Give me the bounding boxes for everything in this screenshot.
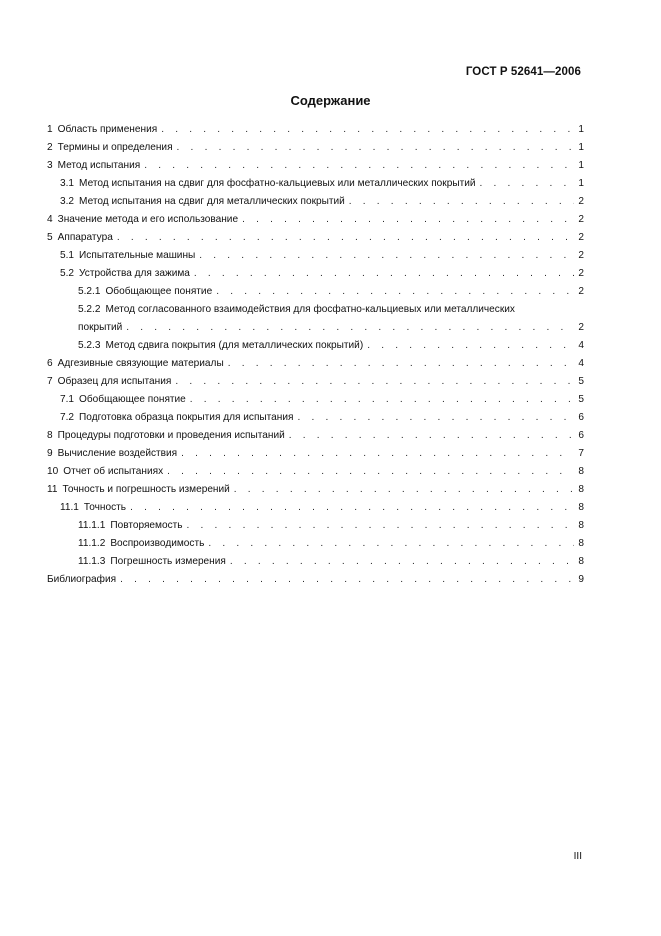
toc-entry-label: Библиография: [47, 574, 117, 585]
table-of-contents: [47, 121, 584, 589]
toc-entry[interactable]: [47, 193, 584, 211]
toc-entry[interactable]: [47, 175, 584, 193]
toc-entry-page: 4: [578, 358, 584, 369]
toc-leader-dots: [289, 427, 574, 445]
toc-entry[interactable]: [47, 553, 584, 571]
toc-leader-dots: [230, 553, 574, 571]
toc-entry-label: Область применения: [57, 124, 158, 135]
toc-entry-number: 1: [47, 124, 53, 135]
toc-entry-label: Метод сдвига покрытия (для металлических покрытий): [105, 340, 364, 351]
toc-entry-page: 2: [578, 232, 584, 243]
toc-leader-dots: [167, 463, 574, 481]
toc-entry[interactable]: [47, 571, 584, 589]
toc-entry-page: 1: [578, 160, 584, 171]
toc-leader-dots: [144, 157, 574, 175]
toc-leader-dots: [130, 499, 574, 517]
toc-entry[interactable]: [47, 283, 584, 301]
toc-entry-number: 11.1.3: [78, 556, 106, 567]
toc-entry-label: Значение метода и его использование: [57, 214, 239, 225]
toc-entry-number: 8: [47, 430, 53, 441]
toc-entry-number: 2: [47, 142, 53, 153]
toc-entry-page: 1: [578, 178, 584, 189]
toc-entry[interactable]: [47, 463, 584, 481]
toc-entry-number: 3.2: [60, 196, 75, 207]
toc-entry-page: 1: [578, 124, 584, 135]
toc-entry[interactable]: [47, 211, 584, 229]
toc-leader-dots: [199, 247, 574, 265]
toc-entry-page: 5: [578, 376, 584, 387]
toc-entry-label: Отчет об испытаниях: [63, 466, 164, 477]
toc-entry[interactable]: [47, 409, 584, 427]
toc-entry-page: 1: [578, 142, 584, 153]
toc-entry[interactable]: [47, 481, 584, 499]
toc-entry-page: 2: [578, 196, 584, 207]
toc-entry-number: 6: [47, 358, 53, 369]
toc-entry[interactable]: [47, 337, 584, 355]
toc-entry-page: 8: [578, 502, 584, 513]
toc-entry-page: 2: [578, 268, 584, 279]
toc-leader-dots: [297, 409, 574, 427]
toc-leader-dots: [216, 283, 574, 301]
toc-entry-page: 5: [578, 394, 584, 405]
toc-leader-dots: [349, 193, 574, 211]
toc-entry[interactable]: [47, 247, 584, 265]
toc-entry-label: Метод согласованного взаимодействия для фосфатно-кальциевых или металлических: [105, 304, 515, 315]
toc-entry-number: 9: [47, 448, 53, 459]
toc-entry-label: Метод испытания: [57, 160, 141, 171]
toc-leader-dots: [234, 481, 574, 499]
toc-entry-label: Точность: [83, 502, 127, 513]
toc-entry-page: 2: [578, 250, 584, 261]
toc-entry-number: 5: [47, 232, 53, 243]
toc-entry-label: Вычисление воздействия: [57, 448, 178, 459]
toc-entry-page: 6: [578, 412, 584, 423]
toc-entry[interactable]: [47, 229, 584, 247]
toc-entry-number: 7.2: [60, 412, 75, 423]
toc-entry-number: 3.1: [60, 178, 75, 189]
toc-leader-dots: [175, 373, 574, 391]
toc-leader-dots: [194, 265, 574, 283]
toc-entry[interactable]: [47, 157, 584, 175]
toc-entry-number: 11.1.2: [78, 538, 106, 549]
toc-entry-page: 2: [578, 214, 584, 225]
toc-entry-number: 3: [47, 160, 53, 171]
toc-leader-dots: [120, 571, 574, 589]
toc-entry[interactable]: [47, 535, 584, 553]
toc-entry[interactable]: [47, 121, 584, 139]
document-id: ГОСТ Р 52641—2006: [465, 66, 581, 78]
toc-entry-label: Устройства для зажима: [79, 268, 190, 279]
toc-entry-label-continuation: покрытий: [78, 322, 123, 333]
toc-entry-number: 5.2: [60, 268, 75, 279]
toc-entry-number: 5.2.3: [78, 340, 101, 351]
toc-leader-dots: [126, 319, 574, 337]
toc-leader-dots: [177, 139, 574, 157]
toc-entry[interactable]: [47, 355, 584, 373]
toc-entry-number: 5.1: [60, 250, 75, 261]
toc-entry[interactable]: [47, 391, 584, 409]
toc-entry-label: Точность и погрешность измерений: [62, 484, 230, 495]
toc-entry[interactable]: [47, 265, 584, 283]
toc-leader-dots: [208, 535, 574, 553]
toc-entry-number: 7.1: [60, 394, 75, 405]
toc-entry-page: 6: [578, 430, 584, 441]
toc-entry-label: Метод испытания на сдвиг для металлических покрытий: [79, 196, 345, 207]
toc-entry-label: Метод испытания на сдвиг для фосфатно-кальциевых или металлических покрытий: [79, 178, 476, 189]
toc-entry-page: 8: [578, 466, 584, 477]
toc-entry-page: 8: [578, 484, 584, 495]
toc-entry-number: 5.2.2: [78, 304, 101, 315]
toc-entry-page: 7: [578, 448, 584, 459]
toc-entry-number: 11.1: [60, 502, 79, 513]
toc-entry-number: 5.2.1: [78, 286, 101, 297]
toc-entry-page: 9: [578, 574, 584, 585]
toc-leader-dots: [187, 517, 574, 535]
toc-entry[interactable]: [47, 445, 584, 463]
toc-entry-number: 4: [47, 214, 53, 225]
toc-leader-dots: [190, 391, 574, 409]
toc-entry-number: 10: [47, 466, 59, 477]
toc-entry[interactable]: [47, 427, 584, 445]
toc-entry-label: Процедуры подготовки и проведения испытаний: [57, 430, 285, 441]
toc-entry-label: Обобщающее понятие: [105, 286, 213, 297]
toc-entry-label: Погрешность измерения: [110, 556, 226, 567]
toc-entry-page: 8: [578, 556, 584, 567]
toc-entry-label: Образец для испытания: [57, 376, 172, 387]
page-number: III: [573, 851, 582, 862]
toc-entry-label: Подготовка образца покрытия для испытания: [79, 412, 294, 423]
toc-leader-dots: [181, 445, 574, 463]
toc-entry[interactable]: [47, 373, 584, 391]
toc-entry-page: 4: [578, 340, 584, 351]
toc-entry-number: 11.1.1: [78, 520, 106, 531]
toc-entry-number: 7: [47, 376, 53, 387]
toc-entry-page: 8: [578, 520, 584, 531]
toc-entry[interactable]: [47, 517, 584, 535]
toc-entry-number: 11: [47, 484, 58, 495]
toc-entry-label: Повторяемость: [110, 520, 183, 531]
toc-leader-dots: [242, 211, 574, 229]
toc-entry-label: Воспроизводимость: [110, 538, 205, 549]
toc-title: Содержание: [290, 93, 371, 108]
toc-entry-label: Аппаратура: [57, 232, 113, 243]
toc-entry-continuation[interactable]: [47, 319, 584, 337]
toc-entry-page: 2: [578, 286, 584, 297]
toc-entry[interactable]: [47, 499, 584, 517]
toc-entry-page: 8: [578, 538, 584, 549]
toc-leader-dots: [161, 121, 574, 139]
toc-entry-label: Адгезивные связующие материалы: [57, 358, 224, 369]
toc-entry-label: Термины и определения: [57, 142, 173, 153]
toc-entry-label: Обобщающее понятие: [79, 394, 186, 405]
toc-leader-dots: [479, 175, 574, 193]
toc-entry-label: Испытательные машины: [79, 250, 196, 261]
toc-entry[interactable]: [47, 139, 584, 157]
toc-leader-dots: [367, 337, 574, 355]
toc-leader-dots: [117, 229, 574, 247]
toc-entry[interactable]: [47, 301, 584, 319]
toc-leader-dots: [228, 355, 574, 373]
toc-entry-page: 2: [578, 322, 584, 333]
